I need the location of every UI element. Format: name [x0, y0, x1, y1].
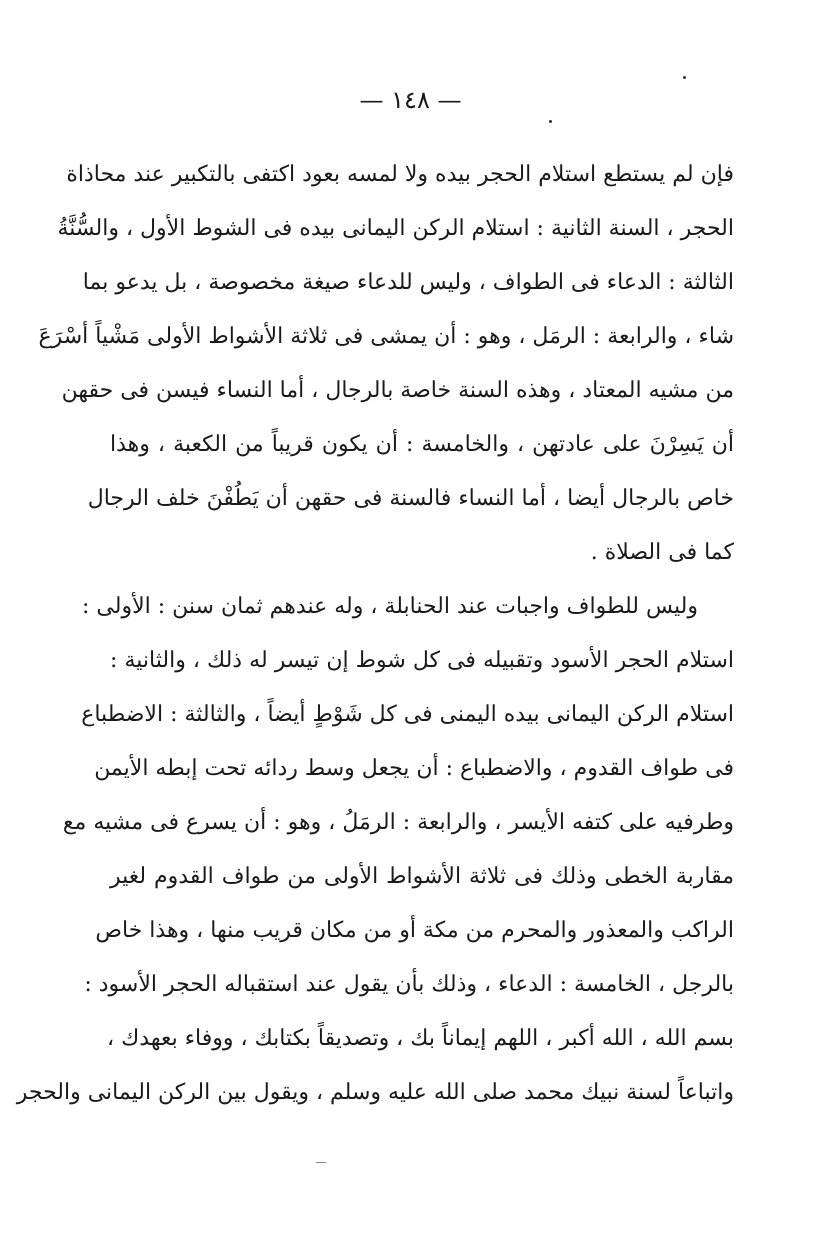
- text-line: الثالثة : الدعاء فى الطواف ، وليس للدعاء صيغة مخصوصة ، بل يدعو بما: [82, 270, 734, 295]
- text-line: أن يَسِرْنَ على عادتهن ، والخامسة : أن يكون قريباً من الكعبة ، وهذا: [110, 432, 734, 457]
- text-line: بسم الله ، الله أكبر ، اللهم إيماناً بك ، وتصديقاً بكتابك ، ووفاء بعهدك ،: [107, 1026, 734, 1051]
- text-line: استلام الحجر الأسود وتقبيله فى كل شوط إن تيسر له ذلك ، والثانية :: [110, 648, 734, 673]
- text-line: شاء ، والرابعة : الرمَل ، وهو : أن يمشى فى ثلاثة الأشواط الأولى مَشْياً أسْرَعَ: [38, 324, 734, 349]
- text-line: فإن لم يستطع استلام الحجر بيده ولا لمسه بعود اكتفى بالتكبير عند محاذاة: [66, 162, 734, 187]
- text-line: الراكب والمعذور والمحرم من مكة أو من مكان قريب منها ، وهذا خاص: [95, 918, 734, 943]
- print-speck: [683, 76, 686, 79]
- text-line: وطرفيه على كتفه الأيسر ، والرابعة : الرمَلُ ، وهو : أن يسرع فى مشيه مع: [62, 810, 734, 835]
- text-line: من مشيه المعتاد ، وهذه السنة خاصة بالرجال ، أما النساء فيسن فى حقهن: [61, 378, 734, 403]
- text-line: بالرجل ، الخامسة : الدعاء ، وذلك بأن يقول عند استقباله الحجر الأسود :: [84, 972, 734, 997]
- print-speck: [549, 120, 552, 123]
- text-line: فى طواف القدوم ، والاضطباع : أن يجعل وسط ردائه تحت إبطه الأيمن: [94, 756, 734, 781]
- text-line: واتباعاً لسنة نبيك محمد صلى الله عليه وسلم ، ويقول بين الركن اليمانى والحجر: [16, 1080, 734, 1105]
- text-line: مقاربة الخطى وذلك فى ثلاثة الأشواط الأولى من طواف القدوم لغير: [110, 864, 734, 889]
- text-line: استلام الركن اليمانى بيده اليمنى فى كل شَوْطٍ أيضاً ، والثالثة : الاضطباع: [81, 702, 734, 727]
- paragraph-1: [38, 148, 734, 580]
- paragraph-2: [16, 580, 734, 1120]
- text-line: وليس للطواف واجبات عند الحنابلة ، وله عندهم ثمان سنن : الأولى :: [82, 594, 698, 619]
- text-line: الحجر ، السنة الثانية : استلام الركن اليمانى بيده فى الشوط الأول ، والسُّنَّةُ: [57, 216, 734, 241]
- text-line: كما فى الصلاة .: [590, 540, 734, 565]
- page-number: — ١٤٨ —: [359, 86, 462, 114]
- text-line: خاص بالرجال أيضا ، أما النساء فالسنة فى حقهن أن يَطُفْنَ خلف الرجال: [87, 486, 734, 511]
- print-mark: [316, 1162, 326, 1163]
